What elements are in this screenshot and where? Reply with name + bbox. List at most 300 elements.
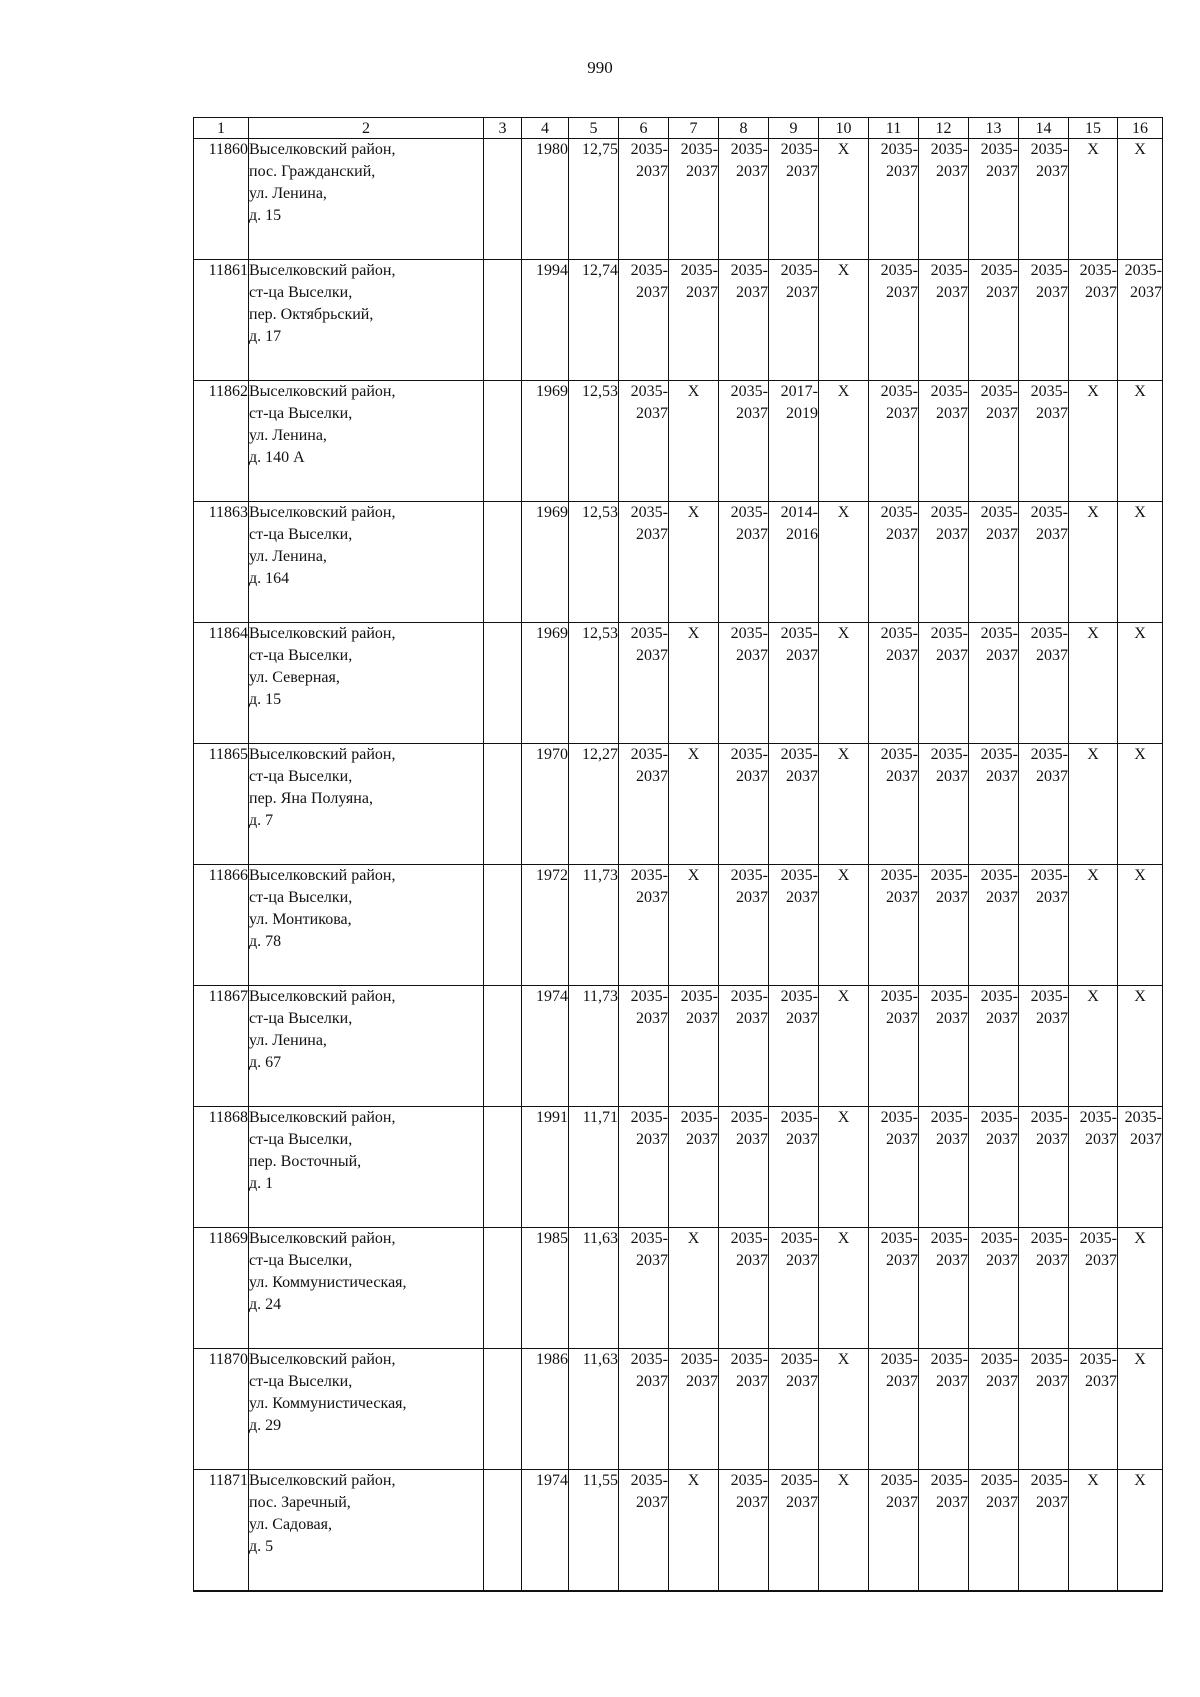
period-part: 2037 (636, 889, 668, 906)
period-part: 2037 (736, 1494, 768, 1511)
period-part: 2037 (936, 526, 968, 543)
address-line: ст-ца Выселки, (249, 1010, 353, 1027)
period-part: 2035- (630, 504, 668, 521)
period-part: 2035- (880, 867, 918, 884)
period-part: 2037 (636, 526, 668, 543)
period-part: 2037 (986, 1494, 1018, 1511)
period-part: 2035- (730, 383, 768, 400)
period-cell-col-7 (669, 260, 719, 381)
column-header-13: 13 (969, 118, 1019, 139)
address-cell (249, 1470, 484, 1591)
period-part: 2037 (886, 1010, 918, 1027)
period-part: 2035- (1124, 1109, 1162, 1126)
period-part: 2035- (730, 988, 768, 1005)
period-part: 2035- (780, 1351, 818, 1368)
period-part: 2035- (1030, 504, 1068, 521)
period-cell-col-10: X (819, 1349, 869, 1470)
column-3-cell (484, 986, 522, 1107)
period-cell-col-14 (1019, 260, 1069, 381)
period-part: 2035- (980, 1230, 1018, 1247)
value-cell: 11,73 (569, 986, 619, 1107)
period-part: 2035- (1030, 1230, 1068, 1247)
period-cell-col-9 (769, 139, 819, 260)
period-part: 2037 (786, 284, 818, 301)
column-3-cell (484, 1107, 522, 1228)
address-cell (249, 1107, 484, 1228)
period-cell-col-10: X (819, 1107, 869, 1228)
period-cell-col-14 (1019, 744, 1069, 865)
period-part: 2037 (686, 1010, 718, 1027)
period-part: 2037 (986, 647, 1018, 664)
address-cell (249, 986, 484, 1107)
build-year-cell: 1991 (522, 1107, 569, 1228)
period-part: 2037 (886, 1373, 918, 1390)
column-header-7: 7 (669, 118, 719, 139)
column-header-14: 14 (1019, 118, 1069, 139)
period-cell-col-10: X (819, 744, 869, 865)
address-line: д. 7 (249, 812, 274, 829)
period-part: 2035- (730, 1472, 768, 1489)
period-cell-col-14 (1019, 623, 1069, 744)
period-cell-col-9 (769, 744, 819, 865)
value-cell: 12,53 (569, 381, 619, 502)
period-part: 2035- (630, 1230, 668, 1247)
period-part: 2035- (630, 625, 668, 642)
period-cell-col-6 (619, 502, 669, 623)
period-cell-col-8 (719, 139, 769, 260)
period-part: 2035- (730, 1230, 768, 1247)
period-part: 2037 (936, 1010, 968, 1027)
period-cell-col-12 (919, 1349, 969, 1470)
period-part: 2035- (780, 262, 818, 279)
address-line: ул. Садовая, (249, 1516, 332, 1533)
period-part: 2037 (936, 1373, 968, 1390)
period-part: 2017- (780, 383, 818, 400)
address-line: д. 5 (249, 1538, 274, 1555)
period-part: 2037 (736, 889, 768, 906)
period-cell-col-8 (719, 260, 769, 381)
value-cell: 12,27 (569, 744, 619, 865)
build-year-cell: 1974 (522, 986, 569, 1107)
period-cell-col-12 (919, 502, 969, 623)
period-cell-col-15: X (1069, 1470, 1118, 1591)
address-line: Выселковский район, (249, 867, 396, 884)
period-part: 2037 (1036, 1131, 1068, 1148)
period-part: 2035- (1030, 383, 1068, 400)
period-cell-col-12 (919, 744, 969, 865)
period-part: 2035- (1030, 867, 1068, 884)
address-line: ул. Ленина, (249, 1032, 327, 1049)
period-part: 2035- (930, 867, 968, 884)
period-part: 2037 (936, 1494, 968, 1511)
period-cell-col-13 (969, 1470, 1019, 1591)
period-part: 2037 (1130, 1131, 1162, 1148)
build-year-cell: 1974 (522, 1470, 569, 1591)
build-year-cell: 1970 (522, 744, 569, 865)
period-part: 2035- (980, 262, 1018, 279)
period-part: 2035- (930, 1351, 968, 1368)
period-part: 2035- (1030, 746, 1068, 763)
address-line: д. 15 (249, 207, 282, 224)
column-header-16: 16 (1118, 118, 1163, 139)
period-part: 2035- (980, 504, 1018, 521)
period-part: 2037 (736, 768, 768, 785)
period-part: 2037 (886, 768, 918, 785)
period-part: 2035- (1124, 262, 1162, 279)
period-cell-col-10: X (819, 260, 869, 381)
period-part: 2037 (886, 889, 918, 906)
period-part: 2016 (786, 526, 818, 543)
period-cell-col-13 (969, 139, 1019, 260)
period-part: 2035- (980, 1472, 1018, 1489)
period-cell-col-8 (719, 744, 769, 865)
period-cell-col-16: X (1118, 381, 1163, 502)
period-cell-col-11 (869, 1470, 919, 1591)
period-cell-col-13 (969, 381, 1019, 502)
period-part: 2035- (880, 504, 918, 521)
period-part: 2035- (680, 1351, 718, 1368)
column-3-cell (484, 1228, 522, 1349)
period-part: 2019 (786, 405, 818, 422)
period-cell-col-6 (619, 623, 669, 744)
address-line: Выселковский район, (249, 383, 396, 400)
address-line: Выселковский район, (249, 1351, 396, 1368)
period-part: 2035- (880, 988, 918, 1005)
address-line: д. 15 (249, 691, 282, 708)
period-part: 2035- (730, 141, 768, 158)
column-header-3: 3 (484, 118, 522, 139)
period-cell-col-10: X (819, 865, 869, 986)
period-part: 2037 (636, 1252, 668, 1269)
address-line: д. 17 (249, 328, 282, 345)
period-part: 2037 (886, 405, 918, 422)
period-part: 2037 (1036, 768, 1068, 785)
period-part: 2035- (1030, 1351, 1068, 1368)
period-part: 2037 (736, 405, 768, 422)
column-header-6: 6 (619, 118, 669, 139)
period-cell-col-11 (869, 1228, 919, 1349)
period-part: 2035- (780, 867, 818, 884)
period-part: 2037 (636, 768, 668, 785)
period-part: 2035- (1079, 1351, 1117, 1368)
period-cell-col-6 (619, 1228, 669, 1349)
period-cell-col-12 (919, 623, 969, 744)
period-cell-col-15: X (1069, 502, 1118, 623)
period-cell-col-6 (619, 744, 669, 865)
period-part: 2037 (886, 1252, 918, 1269)
period-cell-col-8 (719, 865, 769, 986)
period-part: 2037 (636, 1494, 668, 1511)
period-part: 2037 (886, 163, 918, 180)
record-number: 11870 (194, 1349, 249, 1470)
page-number: 990 (587, 58, 613, 77)
period-part: 2037 (686, 1131, 718, 1148)
period-part: 2037 (986, 1373, 1018, 1390)
period-part: 2037 (736, 526, 768, 543)
record-number: 11869 (194, 1228, 249, 1349)
period-part: 2035- (730, 1109, 768, 1126)
period-cell-col-15: X (1069, 139, 1118, 260)
period-part: 2037 (636, 1010, 668, 1027)
period-cell-col-12 (919, 381, 969, 502)
period-cell-col-13 (969, 744, 1019, 865)
period-part: 2035- (880, 1109, 918, 1126)
table-row (194, 1107, 1163, 1228)
column-header-15: 15 (1069, 118, 1118, 139)
period-part: 2035- (680, 141, 718, 158)
period-cell-col-14 (1019, 139, 1069, 260)
period-part: 2037 (936, 163, 968, 180)
period-cell-col-12 (919, 260, 969, 381)
record-number: 11868 (194, 1107, 249, 1228)
period-part: 2037 (936, 647, 968, 664)
period-cell-col-11 (869, 986, 919, 1107)
table-row (194, 744, 1163, 865)
record-number: 11866 (194, 865, 249, 986)
period-cell-col-7: X (669, 502, 719, 623)
period-cell-col-14 (1019, 381, 1069, 502)
period-cell-col-7: X (669, 623, 719, 744)
record-number: 11871 (194, 1470, 249, 1591)
period-cell-col-15: X (1069, 381, 1118, 502)
period-part: 2037 (986, 405, 1018, 422)
period-cell-col-12 (919, 865, 969, 986)
period-cell-col-6 (619, 260, 669, 381)
period-part: 2035- (1030, 988, 1068, 1005)
value-cell: 12,53 (569, 623, 619, 744)
period-part: 2037 (886, 1494, 918, 1511)
period-cell-col-12 (919, 139, 969, 260)
period-part: 2037 (1036, 284, 1068, 301)
period-part: 2035- (730, 504, 768, 521)
period-cell-col-6 (619, 381, 669, 502)
period-part: 2037 (1085, 1131, 1117, 1148)
address-cell (249, 744, 484, 865)
address-cell (249, 502, 484, 623)
address-line: пер. Яна Полуяна, (249, 790, 373, 807)
address-line: Выселковский район, (249, 625, 396, 642)
period-part: 2035- (880, 746, 918, 763)
period-part: 2035- (1030, 141, 1068, 158)
build-year-cell: 1972 (522, 865, 569, 986)
value-cell: 12,53 (569, 502, 619, 623)
period-part: 2037 (886, 284, 918, 301)
period-cell-col-14 (1019, 1349, 1069, 1470)
period-part: 2037 (786, 163, 818, 180)
address-line: д. 78 (249, 933, 282, 950)
column-header-2: 2 (249, 118, 484, 139)
column-header-8: 8 (719, 118, 769, 139)
period-part: 2035- (630, 1472, 668, 1489)
period-part: 2037 (986, 163, 1018, 180)
address-line: ст-ца Выселки, (249, 284, 353, 301)
address-line: ул. Ленина, (249, 427, 327, 444)
period-part: 2037 (936, 768, 968, 785)
period-cell-col-16: X (1118, 1470, 1163, 1591)
period-cell-col-7: X (669, 1470, 719, 1591)
period-cell-col-15: X (1069, 986, 1118, 1107)
build-year-cell: 1994 (522, 260, 569, 381)
address-cell (249, 381, 484, 502)
period-part: 2037 (1036, 163, 1068, 180)
header-row (194, 118, 1163, 139)
period-cell-col-9 (769, 1228, 819, 1349)
period-cell-col-16: X (1118, 502, 1163, 623)
column-3-cell (484, 502, 522, 623)
period-part: 2035- (780, 746, 818, 763)
period-part: 2035- (780, 625, 818, 642)
address-line: ст-ца Выселки, (249, 526, 353, 543)
period-cell-col-10: X (819, 1470, 869, 1591)
column-header-4: 4 (522, 118, 569, 139)
period-cell-col-7 (669, 1107, 719, 1228)
address-line: д. 29 (249, 1417, 282, 1434)
period-part: 2037 (786, 1131, 818, 1148)
period-part: 2037 (1130, 284, 1162, 301)
value-cell: 12,75 (569, 139, 619, 260)
address-cell (249, 623, 484, 744)
value-cell: 11,55 (569, 1470, 619, 1591)
period-part: 2037 (986, 1252, 1018, 1269)
period-cell-col-14 (1019, 1228, 1069, 1349)
period-cell-col-13 (969, 865, 1019, 986)
period-cell-col-9 (769, 623, 819, 744)
address-line: д. 67 (249, 1054, 282, 1071)
address-line: ст-ца Выселки, (249, 1373, 353, 1390)
table-row (194, 865, 1163, 986)
period-cell-col-11 (869, 381, 919, 502)
period-cell-col-10: X (819, 623, 869, 744)
address-line: д. 1 (249, 1175, 274, 1192)
period-part: 2037 (886, 647, 918, 664)
period-part: 2037 (636, 284, 668, 301)
period-part: 2035- (1030, 625, 1068, 642)
record-number: 11867 (194, 986, 249, 1107)
period-part: 2037 (786, 1010, 818, 1027)
period-part: 2035- (630, 988, 668, 1005)
period-cell-col-13 (969, 623, 1019, 744)
build-year-cell: 1969 (522, 381, 569, 502)
build-year-cell: 1969 (522, 502, 569, 623)
address-line: ул. Коммунистическая, (249, 1274, 407, 1291)
period-part: 2035- (880, 625, 918, 642)
period-part: 2037 (1036, 526, 1068, 543)
period-part: 2035- (630, 262, 668, 279)
period-part: 2035- (780, 988, 818, 1005)
build-year-cell: 1980 (522, 139, 569, 260)
period-cell-col-13 (969, 1349, 1019, 1470)
period-cell-col-11 (869, 744, 919, 865)
period-part: 2037 (936, 405, 968, 422)
period-cell-col-8 (719, 381, 769, 502)
period-cell-col-8 (719, 986, 769, 1107)
period-cell-col-8 (719, 1349, 769, 1470)
column-header-11: 11 (869, 118, 919, 139)
period-part: 2035- (980, 988, 1018, 1005)
address-line: д. 164 (249, 570, 290, 587)
period-part: 2037 (736, 1131, 768, 1148)
period-part: 2035- (1079, 1230, 1117, 1247)
address-cell (249, 139, 484, 260)
address-line: пос. Гражданский, (249, 163, 376, 180)
column-3-cell (484, 623, 522, 744)
period-part: 2035- (980, 1109, 1018, 1126)
address-line: ул. Коммунистическая, (249, 1395, 407, 1412)
value-cell: 11,73 (569, 865, 619, 986)
address-line: Выселковский район, (249, 746, 396, 763)
period-part: 2037 (1085, 1373, 1117, 1390)
address-line: Выселковский район, (249, 1230, 396, 1247)
period-cell-col-15 (1069, 1349, 1118, 1470)
address-line: пос. Заречный, (249, 1494, 351, 1511)
column-3-cell (484, 139, 522, 260)
period-cell-col-16 (1118, 1107, 1163, 1228)
address-cell (249, 260, 484, 381)
address-line: Выселковский район, (249, 504, 396, 521)
table-row (194, 381, 1163, 502)
period-part: 2035- (630, 1109, 668, 1126)
period-cell-col-9 (769, 1349, 819, 1470)
period-part: 2035- (630, 141, 668, 158)
period-cell-col-14 (1019, 986, 1069, 1107)
period-part: 2037 (636, 1373, 668, 1390)
column-3-cell (484, 260, 522, 381)
period-part: 2037 (986, 526, 1018, 543)
address-line: пер. Октябрьский, (249, 306, 374, 323)
period-cell-col-16 (1118, 260, 1163, 381)
period-part: 2037 (736, 1373, 768, 1390)
period-part: 2037 (936, 1131, 968, 1148)
period-part: 2037 (1036, 1494, 1068, 1511)
period-part: 2037 (986, 284, 1018, 301)
period-part: 2035- (930, 746, 968, 763)
address-line: ст-ца Выселки, (249, 405, 353, 422)
table-row (194, 139, 1163, 260)
table-row (194, 1470, 1163, 1591)
period-cell-col-9 (769, 502, 819, 623)
period-part: 2037 (986, 889, 1018, 906)
register-table (193, 117, 1163, 1592)
period-part: 2037 (736, 284, 768, 301)
period-cell-col-16: X (1118, 1349, 1163, 1470)
build-year-cell: 1985 (522, 1228, 569, 1349)
address-line: ст-ца Выселки, (249, 768, 353, 785)
period-part: 2035- (630, 383, 668, 400)
column-header-1: 1 (194, 118, 249, 139)
period-cell-col-8 (719, 623, 769, 744)
period-part: 2037 (986, 1131, 1018, 1148)
period-cell-col-12 (919, 986, 969, 1107)
period-cell-col-14 (1019, 865, 1069, 986)
period-part: 2035- (930, 1472, 968, 1489)
period-part: 2035- (880, 141, 918, 158)
period-cell-col-7: X (669, 1228, 719, 1349)
record-number: 11863 (194, 502, 249, 623)
period-cell-col-8 (719, 502, 769, 623)
column-3-cell (484, 381, 522, 502)
period-part: 2037 (1036, 889, 1068, 906)
table-row (194, 260, 1163, 381)
period-cell-col-13 (969, 260, 1019, 381)
period-part: 2035- (630, 1351, 668, 1368)
period-cell-col-16: X (1118, 1228, 1163, 1349)
table-row (194, 623, 1163, 744)
period-cell-col-14 (1019, 1470, 1069, 1591)
period-part: 2035- (880, 383, 918, 400)
record-number: 11865 (194, 744, 249, 865)
period-part: 2035- (980, 383, 1018, 400)
address-line: Выселковский район, (249, 988, 396, 1005)
